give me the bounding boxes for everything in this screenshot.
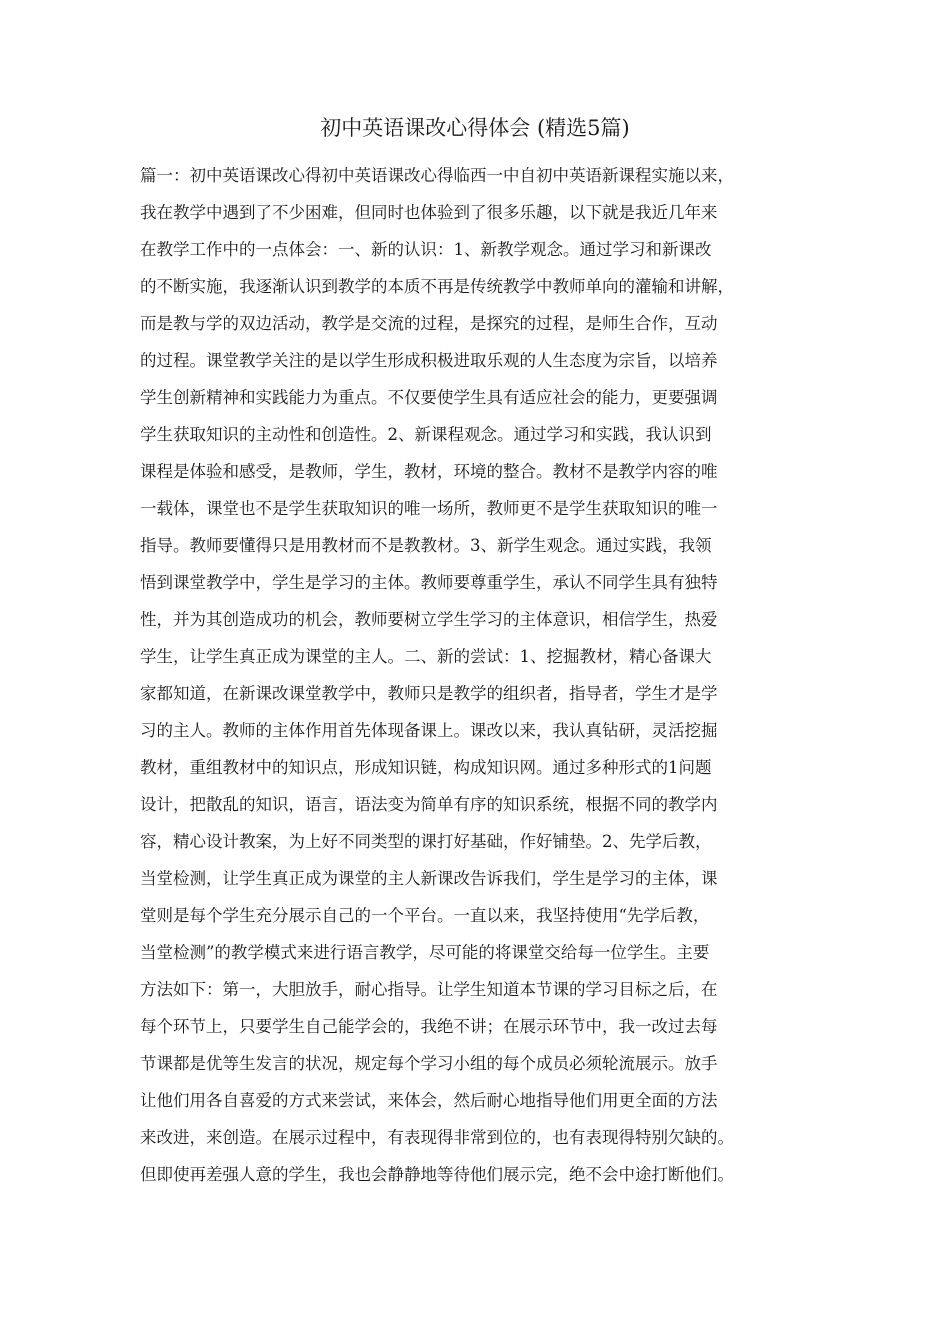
- body-line: 每个环节上，只要学生自己能学会的，我绝不讲；在展示环节中，我一改过去每: [140, 1017, 718, 1036]
- body-line: 但即使再差强人意的学生，我也会静静地等待他们展示完，绝不会中途打断他们。: [140, 1165, 734, 1184]
- body-line: 篇一：初中英语课改心得初中英语课改心得临西一中自初中英语新课程实施以来，: [140, 166, 734, 185]
- body-line: 来改进，来创造。在展示过程中，有表现得非常到位的，也有表现得特别欠缺的。: [140, 1128, 734, 1147]
- body-line: 学生创新精神和实践能力为重点。不仅要使学生具有适应社会的能力，更要强调: [140, 388, 718, 407]
- body-line: 教材，重组教材中的知识点，形成知识链，构成知识网。通过多种形式的1问题: [140, 758, 712, 777]
- body-line: 当堂检测”的教学模式来进行语言教学，尽可能的将课堂交给每一位学生。主要: [140, 943, 710, 962]
- body-line: 在教学工作中的一点体会：一、新的认识：1、新教学观念。通过学习和新课改: [140, 240, 712, 259]
- body-line: 的过程。课堂教学关注的是以学生形成积极进取乐观的人生态度为宗旨，以培养: [140, 351, 718, 370]
- body-line: 我在教学中遇到了不少困难，但同时也体验到了很多乐趣，以下就是我近几年来: [140, 203, 718, 222]
- body-line: 当堂检测，让学生真正成为课堂的主人新课改告诉我们，学生是学习的主体，课: [140, 869, 718, 888]
- body-line: 学生，让学生真正成为课堂的主人。二、新的尝试：1、挖掘教材，精心备课大: [140, 647, 712, 666]
- body-line: 的不断实施，我逐渐认识到教学的本质不再是传统教学中教师单向的灌输和讲解，: [140, 277, 734, 296]
- body-line: 方法如下：第一，大胆放手，耐心指导。让学生知道本节课的学习目标之后，在: [140, 980, 718, 999]
- body-line: 性，并为其创造成功的机会，教师要树立学生学习的主体意识，相信学生，热爱: [140, 610, 718, 629]
- document-title: 初中英语课改心得体会 (精选5篇): [320, 116, 630, 140]
- body-line: 让他们用各自喜爱的方式来尝试，来体会，然后耐心地指导他们用更全面的方法: [140, 1091, 718, 1110]
- body-line: 课程是体验和感受，是教师，学生，教材，环境的整合。教材不是教学内容的唯: [140, 462, 718, 481]
- body-line: 堂则是每个学生充分展示自己的一个平台。一直以来，我坚持使用“先学后教，: [140, 906, 710, 925]
- body-line: 设计，把散乱的知识，语言，语法变为简单有序的知识系统，根据不同的教学内: [140, 795, 718, 814]
- body-line: 家都知道，在新课改课堂教学中，教师只是教学的组织者，指导者，学生才是学: [140, 684, 718, 703]
- body-line: 容，精心设计教案，为上好不同类型的课打好基础，作好铺垫。2、先学后教，: [140, 832, 712, 851]
- body-line: 学生获取知识的主动性和创造性。2、新课程观念。通过学习和实践，我认识到: [140, 425, 712, 444]
- body-line: 悟到课堂教学中，学生是学习的主体。教师要尊重学生，承认不同学生具有独特: [140, 573, 718, 592]
- body-line: 一载体，课堂也不是学生获取知识的唯一场所，教师更不是学生获取知识的唯一: [140, 499, 718, 518]
- body-line: 指导。教师要懂得只是用教材而不是教教材。3、新学生观念。通过实践，我领: [140, 536, 712, 555]
- body-line: 习的主人。教师的主体作用首先体现备课上。课改以来，我认真钻研，灵活挖掘: [140, 721, 718, 740]
- body-line: 节课都是优等生发言的状况，规定每个学习小组的每个成员必须轮流展示。放手: [140, 1054, 718, 1073]
- body-line: 而是教与学的双边活动，教学是交流的过程，是探究的过程，是师生合作，互动: [140, 314, 718, 333]
